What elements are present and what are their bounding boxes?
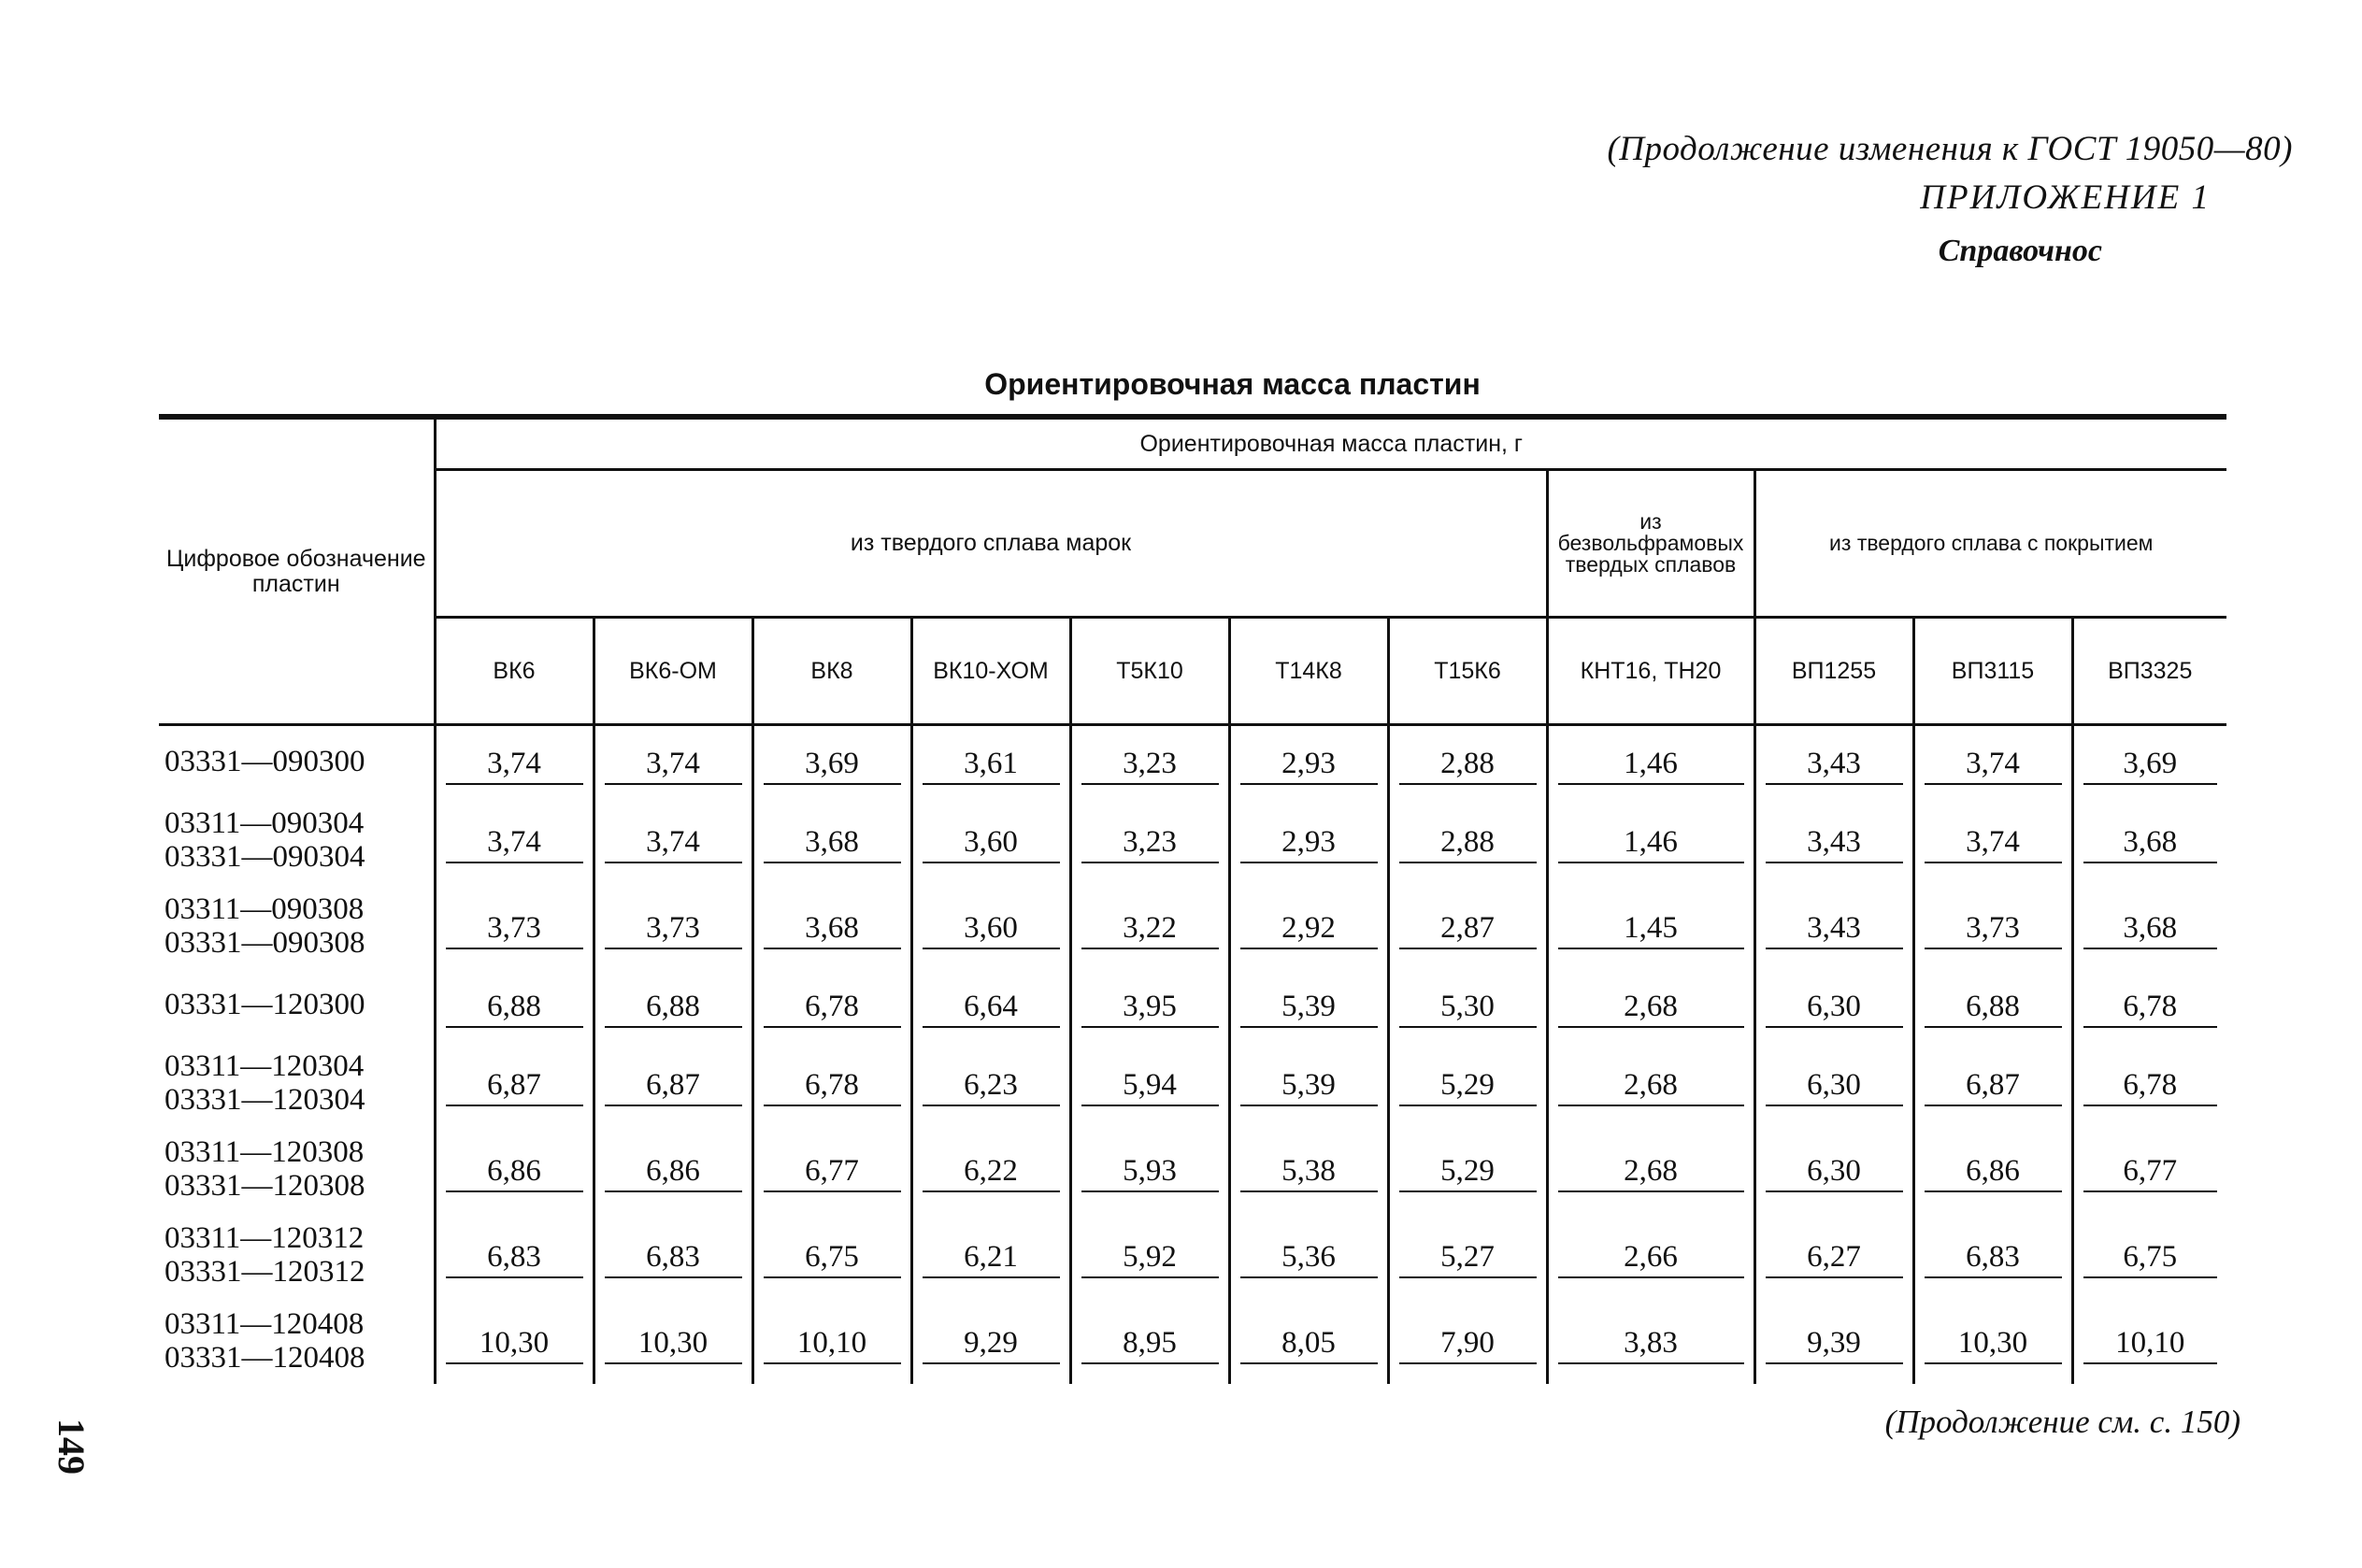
mass-value: 3,43 xyxy=(1766,818,1903,863)
mass-cell xyxy=(752,1298,911,1384)
mass-value: 6,83 xyxy=(605,1233,742,1278)
mass-cell xyxy=(1754,725,1913,798)
mass-cell xyxy=(1070,1040,1229,1126)
mass-value: 6,87 xyxy=(1925,1061,2062,1106)
mass-cell xyxy=(435,969,594,1040)
mass-cell xyxy=(911,1298,1070,1384)
mass-value: 10,10 xyxy=(2083,1319,2218,1364)
mass-cell xyxy=(435,1298,594,1384)
mass-value: 6,88 xyxy=(446,982,583,1028)
mass-value: 6,86 xyxy=(446,1147,583,1192)
mass-value: 6,78 xyxy=(764,982,901,1028)
mass-cell xyxy=(594,1040,752,1126)
mass-cell xyxy=(911,883,1070,969)
mass-cell xyxy=(1388,725,1547,798)
mass-value: 2,88 xyxy=(1399,818,1537,863)
mass-value: 2,68 xyxy=(1558,1147,1744,1192)
mass-cell xyxy=(1070,1126,1229,1212)
mass-cell xyxy=(752,1040,911,1126)
mass-value: 6,27 xyxy=(1766,1233,1903,1278)
mass-cell xyxy=(1388,969,1547,1040)
mass-cell xyxy=(911,725,1070,798)
mass-cell xyxy=(435,1212,594,1298)
mass-value: 7,90 xyxy=(1399,1319,1537,1364)
mass-value: 6,78 xyxy=(764,1061,901,1106)
mass-value: 6,78 xyxy=(2083,982,2218,1028)
plate-code-cell xyxy=(159,1040,435,1126)
column-header: ВП3325 xyxy=(2072,618,2226,725)
continuation-footer: (Продолжение см. с. 150) xyxy=(1884,1404,2240,1440)
mass-value: 2,68 xyxy=(1558,1061,1744,1106)
mass-value: 10,10 xyxy=(764,1319,901,1364)
plate-code: 03311—090308 xyxy=(165,892,365,926)
plate-code: 03331—090308 xyxy=(165,926,365,960)
mass-cell xyxy=(1913,1040,2072,1126)
mass-cell xyxy=(752,969,911,1040)
mass-cell xyxy=(1547,1126,1754,1212)
column-header: ВП1255 xyxy=(1754,618,1913,725)
mass-cell xyxy=(594,797,752,883)
mass-cell xyxy=(911,1212,1070,1298)
mass-cell xyxy=(1388,797,1547,883)
mass-value: 6,75 xyxy=(2083,1233,2218,1278)
mass-value: 3,60 xyxy=(923,818,1060,863)
mass-value: 3,61 xyxy=(923,739,1060,785)
mass-value: 3,43 xyxy=(1766,739,1903,785)
mass-cell xyxy=(1547,1298,1754,1384)
mass-cell xyxy=(1913,797,2072,883)
mass-value: 5,27 xyxy=(1399,1233,1537,1278)
mass-cell xyxy=(1547,725,1754,798)
plate-code-cell xyxy=(159,1298,435,1384)
mass-cell xyxy=(594,1298,752,1384)
appendix-label: ПРИЛОЖЕНИЕ 1 xyxy=(1920,178,2211,217)
mass-cell xyxy=(1547,969,1754,1040)
mass-value: 3,60 xyxy=(923,904,1060,949)
mass-cell xyxy=(1913,1126,2072,1212)
mass-value: 6,75 xyxy=(764,1233,901,1278)
top-header: Ориентировочная масса пластин, г xyxy=(435,417,2226,470)
mass-cell xyxy=(752,1126,911,1212)
mass-cell xyxy=(911,969,1070,1040)
mass-value: 5,92 xyxy=(1081,1233,1219,1278)
mass-value: 5,38 xyxy=(1240,1147,1378,1192)
mass-value: 6,21 xyxy=(923,1233,1060,1278)
mass-cell xyxy=(1229,883,1388,969)
mass-cell xyxy=(752,725,911,798)
mass-cell xyxy=(1547,1040,1754,1126)
mass-value: 3,68 xyxy=(2083,818,2218,863)
plate-code: 03331—120304 xyxy=(165,1083,365,1117)
column-header: КНТ16, ТН20 xyxy=(1547,618,1754,725)
mass-cell xyxy=(1547,1212,1754,1298)
mass-cell xyxy=(752,797,911,883)
plate-code-cell xyxy=(159,1126,435,1212)
mass-value: 5,30 xyxy=(1399,982,1537,1028)
plate-code: 03331—120312 xyxy=(165,1255,365,1289)
mass-value: 6,22 xyxy=(923,1147,1060,1192)
mass-cell xyxy=(1913,1298,2072,1384)
mass-value: 6,30 xyxy=(1766,1147,1903,1192)
mass-value: 6,88 xyxy=(605,982,742,1028)
mass-cell xyxy=(1229,1298,1388,1384)
page-number: 149 xyxy=(50,1418,93,1475)
mass-cell xyxy=(1070,1212,1229,1298)
mass-value: 5,36 xyxy=(1240,1233,1378,1278)
mass-value: 3,74 xyxy=(605,739,742,785)
table-row xyxy=(159,1126,2226,1212)
mass-cell xyxy=(1754,1212,1913,1298)
row-header: Цифровое обозначение пластин xyxy=(159,417,435,725)
mass-value: 2,68 xyxy=(1558,982,1744,1028)
mass-cell xyxy=(594,969,752,1040)
group-header-coated: из твердого сплава с покрытием xyxy=(1754,470,2226,618)
mass-value: 2,93 xyxy=(1240,739,1378,785)
plate-code: 03311—120308 xyxy=(165,1135,365,1169)
mass-cell xyxy=(1388,1126,1547,1212)
mass-cell xyxy=(1388,1298,1547,1384)
mass-cell xyxy=(1388,1040,1547,1126)
mass-value: 5,39 xyxy=(1240,1061,1378,1106)
mass-value: 3,74 xyxy=(446,818,583,863)
mass-value: 3,22 xyxy=(1081,904,1219,949)
mass-cell xyxy=(1229,1212,1388,1298)
mass-value: 3,43 xyxy=(1766,904,1903,949)
plate-code: 03331—090304 xyxy=(165,840,365,874)
mass-cell xyxy=(2072,969,2226,1040)
mass-cell xyxy=(1229,1126,1388,1212)
mass-value: 6,83 xyxy=(446,1233,583,1278)
mass-value: 3,68 xyxy=(764,818,901,863)
mass-value: 3,73 xyxy=(605,904,742,949)
table-row xyxy=(159,797,2226,883)
column-header: Т5К10 xyxy=(1070,618,1229,725)
mass-value: 3,68 xyxy=(764,904,901,949)
mass-value: 10,30 xyxy=(1925,1319,2062,1364)
reference-label: Справочнос xyxy=(1938,234,2102,268)
mass-cell xyxy=(435,1040,594,1126)
mass-cell xyxy=(1070,1298,1229,1384)
plate-code: 03311—120408 xyxy=(165,1307,365,1341)
mass-cell xyxy=(2072,797,2226,883)
mass-value: 6,87 xyxy=(446,1061,583,1106)
plate-code: 03331—120308 xyxy=(165,1169,365,1203)
mass-value: 3,23 xyxy=(1081,818,1219,863)
mass-cell xyxy=(435,797,594,883)
mass-value: 3,68 xyxy=(2083,904,2218,949)
mass-cell xyxy=(1229,969,1388,1040)
mass-value: 5,29 xyxy=(1399,1061,1537,1106)
mass-cell xyxy=(1388,883,1547,969)
mass-cell xyxy=(1754,1298,1913,1384)
mass-cell xyxy=(1229,797,1388,883)
mass-value: 2,87 xyxy=(1399,904,1537,949)
column-header: ВП3115 xyxy=(1913,618,2072,725)
mass-cell xyxy=(1547,883,1754,969)
mass-value: 3,95 xyxy=(1081,982,1219,1028)
mass-value: 3,69 xyxy=(2083,739,2218,785)
mass-value: 6,86 xyxy=(605,1147,742,1192)
mass-value: 8,95 xyxy=(1081,1319,1219,1364)
plate-code-cell xyxy=(159,725,435,798)
mass-value: 6,83 xyxy=(1925,1233,2062,1278)
mass-value: 3,74 xyxy=(1925,818,2062,863)
mass-value: 3,74 xyxy=(605,818,742,863)
mass-value: 5,94 xyxy=(1081,1061,1219,1106)
mass-cell xyxy=(1070,797,1229,883)
mass-value: 2,66 xyxy=(1558,1233,1744,1278)
mass-cell xyxy=(594,1212,752,1298)
mass-value: 8,05 xyxy=(1240,1319,1378,1364)
plate-code-cell xyxy=(159,1212,435,1298)
mass-cell xyxy=(1229,1040,1388,1126)
column-header: ВК10-ХОМ xyxy=(911,618,1070,725)
mass-cell xyxy=(2072,1298,2226,1384)
mass-cell xyxy=(911,1040,1070,1126)
mass-value: 6,88 xyxy=(1925,982,2062,1028)
mass-value: 6,64 xyxy=(923,982,1060,1028)
plate-code-cell xyxy=(159,797,435,883)
table-row xyxy=(159,969,2226,1040)
mass-value: 3,83 xyxy=(1558,1319,1744,1364)
mass-cell xyxy=(435,1126,594,1212)
mass-value: 6,30 xyxy=(1766,982,1903,1028)
mass-cell xyxy=(1913,969,2072,1040)
table-row xyxy=(159,1212,2226,1298)
plate-code: 03331—120300 xyxy=(165,988,365,1021)
plate-code: 03331—090300 xyxy=(165,745,365,778)
mass-value: 3,73 xyxy=(446,904,583,949)
table-title: Ориентировочная масса пластин xyxy=(984,367,1481,401)
mass-value: 3,69 xyxy=(764,739,901,785)
mass-value: 6,30 xyxy=(1766,1061,1903,1106)
table-body xyxy=(159,725,2226,1385)
mass-cell xyxy=(1754,1126,1913,1212)
mass-value: 3,23 xyxy=(1081,739,1219,785)
plate-code: 03331—120408 xyxy=(165,1341,365,1375)
alloy-mark-row xyxy=(159,618,2226,725)
table-row xyxy=(159,883,2226,969)
mass-value: 3,74 xyxy=(1925,739,2062,785)
mass-cell xyxy=(1070,883,1229,969)
mass-value: 3,73 xyxy=(1925,904,2062,949)
mass-cell xyxy=(2072,883,2226,969)
mass-table xyxy=(159,414,2226,1384)
mass-cell xyxy=(1913,725,2072,798)
mass-cell xyxy=(1754,797,1913,883)
mass-value: 5,29 xyxy=(1399,1147,1537,1192)
plate-code: 03311—090304 xyxy=(165,806,365,840)
table-header xyxy=(159,417,2226,725)
column-header: ВК6-ОМ xyxy=(594,618,752,725)
mass-value: 10,30 xyxy=(446,1319,583,1364)
mass-value: 2,93 xyxy=(1240,818,1378,863)
group-header-tungsten-free: из безвольфрамовых твердых сплавов xyxy=(1547,470,1754,618)
mass-value: 6,77 xyxy=(764,1147,901,1192)
mass-cell xyxy=(1070,725,1229,798)
plate-code: 03311—120304 xyxy=(165,1049,365,1083)
mass-cell xyxy=(1388,1212,1547,1298)
mass-cell xyxy=(1070,969,1229,1040)
mass-cell xyxy=(752,883,911,969)
column-header: ВК8 xyxy=(752,618,911,725)
mass-value: 6,23 xyxy=(923,1061,1060,1106)
mass-cell xyxy=(2072,1126,2226,1212)
column-header: Т14К8 xyxy=(1229,618,1388,725)
mass-cell xyxy=(1754,969,1913,1040)
mass-cell xyxy=(752,1212,911,1298)
mass-cell xyxy=(911,1126,1070,1212)
mass-value: 9,29 xyxy=(923,1319,1060,1364)
mass-value: 3,74 xyxy=(446,739,583,785)
mass-cell xyxy=(2072,725,2226,798)
mass-value: 6,78 xyxy=(2083,1061,2218,1106)
mass-cell xyxy=(1754,883,1913,969)
mass-value: 10,30 xyxy=(605,1319,742,1364)
mass-value: 1,46 xyxy=(1558,739,1744,785)
column-header: ВК6 xyxy=(435,618,594,725)
plate-code-cell xyxy=(159,969,435,1040)
mass-cell xyxy=(1913,1212,2072,1298)
mass-cell xyxy=(435,883,594,969)
mass-value: 5,39 xyxy=(1240,982,1378,1028)
mass-value: 6,77 xyxy=(2083,1147,2218,1192)
mass-cell xyxy=(594,883,752,969)
mass-cell xyxy=(1754,1040,1913,1126)
table-row xyxy=(159,1040,2226,1126)
mass-cell xyxy=(1913,883,2072,969)
mass-cell xyxy=(594,1126,752,1212)
column-header: Т15К6 xyxy=(1388,618,1547,725)
mass-cell xyxy=(2072,1040,2226,1126)
mass-value: 6,86 xyxy=(1925,1147,2062,1192)
plate-code-cell xyxy=(159,883,435,969)
plate-code: 03311—120312 xyxy=(165,1221,365,1255)
mass-value: 1,46 xyxy=(1558,818,1744,863)
mass-cell xyxy=(594,725,752,798)
continuation-note: (Продолжение изменения к ГОСТ 19050—80) xyxy=(1607,130,2293,168)
mass-cell xyxy=(435,725,594,798)
table-row xyxy=(159,725,2226,798)
mass-value: 9,39 xyxy=(1766,1319,1903,1364)
table-row xyxy=(159,1298,2226,1384)
mass-value: 5,93 xyxy=(1081,1147,1219,1192)
mass-value: 1,45 xyxy=(1558,904,1744,949)
mass-cell xyxy=(1547,797,1754,883)
group-header-hard-alloy: из твердого сплава марок xyxy=(435,470,1547,618)
mass-value: 2,88 xyxy=(1399,739,1537,785)
mass-cell xyxy=(911,797,1070,883)
mass-cell xyxy=(1229,725,1388,798)
mass-value: 6,87 xyxy=(605,1061,742,1106)
mass-value: 2,92 xyxy=(1240,904,1378,949)
mass-cell xyxy=(2072,1212,2226,1298)
